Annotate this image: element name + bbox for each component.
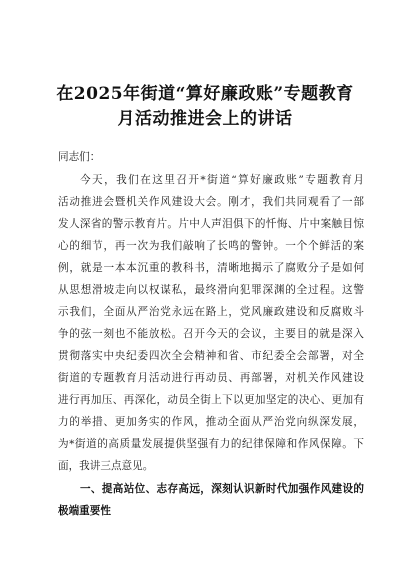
body-line: 力的举措、更加务实的作风，推动全面从严治党向纵深发展， (58, 416, 364, 428)
body-line: 街道的专题教育月活动进行再动员、再部署，对机关作风建设 (58, 372, 364, 384)
body-line: 贯彻落实中央纪委四次全会精神和省、市纪委全会部署，对全 (58, 350, 364, 362)
body-line: 面，我讲三点意见。 (58, 460, 154, 472)
body-line: 从思想滑坡走向以权谋私，最终滑向犯罪深渊的全过程。这警 (58, 284, 364, 296)
section-heading-line-1: 一、提高站位、志存高远，深刻认识新时代加强作风建设的 (80, 483, 364, 495)
body-line: 为*街道的高质量发展提供坚强有力的纪律保障和作风保障。下 (58, 438, 364, 450)
document-title-line-1: 在2025年街道“算好廉政账”专题教育 (56, 84, 354, 104)
body-line: 发人深省的警示教育片。片中人声泪俱下的忏悔、片中案触目惊 (58, 218, 364, 230)
body-line: 活动推进会暨机关作风建设大会。刚才，我们共同观看了一部 (58, 196, 364, 208)
greeting: 同志们： (58, 151, 101, 163)
body-line: 例，就是一本本沉重的教科书，清晰地揭示了腐败分子是如何 (58, 262, 364, 274)
document-title-line-2: 月活动推进会上的讲话 (117, 109, 293, 129)
body-line: 心的细节，再一次为我们敲响了长鸣的警钟。一个个鲜活的案 (58, 240, 364, 252)
body-line: 进行再加压、再深化，动员全街上下以更加坚定的决心、更加有 (58, 394, 364, 406)
body-line: 争的弦一刻也不能放松。召开今天的会议，主要目的就是深入 (58, 328, 364, 340)
body-line: 示我们，全面从严治党永远在路上，党风廉政建设和反腐败斗 (58, 306, 364, 318)
body-line: 今天，我们在这里召开*街道“算好廉政账”专题教育月 (80, 174, 364, 186)
section-heading-line-2: 极端重要性 (58, 505, 111, 517)
